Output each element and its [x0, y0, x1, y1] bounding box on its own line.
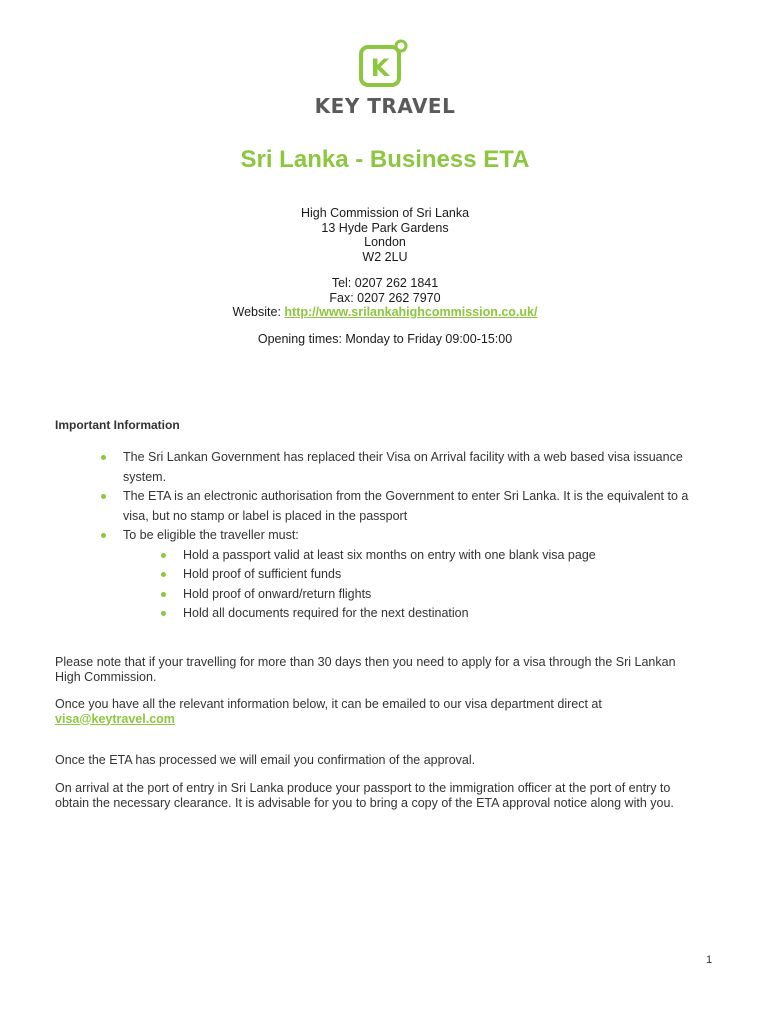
bullet-dot-icon	[101, 494, 106, 499]
logo-brand-text: KEY TRAVEL	[314, 94, 456, 118]
address-line: London	[364, 235, 406, 249]
bullet-dot-icon	[101, 533, 106, 538]
sub-list-item: Hold all documents required for the next destination	[55, 604, 720, 624]
contact-block	[0, 276, 770, 320]
arrival-instructions: On arrival at the port of entry in Sri Lanka produce your passport to the immigration officer at the port of entry to obtain the necessary clearance. It is advisable for you to bring a copy of the ETA approval notice along with you.	[55, 781, 674, 810]
list-item: To be eligible the traveller must:	[55, 526, 720, 546]
sub-list-item: Hold proof of sufficient funds	[55, 565, 720, 585]
fax: Fax: 0207 262 7970	[329, 290, 441, 305]
website-label: Website:	[232, 305, 285, 319]
list-item: The Sri Lankan Government has replaced their Visa on Arrival facility with a web based visa issuance	[55, 448, 720, 468]
sub-list-item: Hold a passport valid at least six months on entry with one blank visa page	[55, 546, 720, 566]
bullet-dot-icon	[161, 572, 166, 577]
email-instructions: Once you have all the relevant information below, it can be emailed to our visa department direct at visa@keytravel.com	[55, 697, 602, 726]
important-info-list	[55, 448, 720, 624]
company-logo	[0, 38, 770, 118]
bullet-dot-icon	[161, 592, 166, 597]
logo-letter: K	[370, 54, 390, 82]
section-heading: Important Information	[55, 418, 180, 432]
list-item-continuation: system.	[123, 469, 167, 484]
address-block	[0, 206, 770, 264]
website-line	[0, 305, 770, 320]
website-link[interactable]: http://www.srilankahighcommission.co.uk/	[284, 305, 538, 319]
address-line: W2 2LU	[362, 249, 408, 264]
sub-list-item: Hold proof of onward/return flights	[55, 585, 720, 605]
travel-duration-note: Please note that if your travelling for more than 30 days then you need to apply for a visa through the Sri Lankan High Commission.	[55, 655, 676, 684]
visa-email-link[interactable]: visa@keytravel.com	[55, 711, 175, 726]
bullet-dot-icon	[161, 553, 166, 558]
page-number: 1	[706, 954, 713, 966]
telephone: Tel: 0207 262 1841	[331, 276, 439, 290]
opening-times: Opening times: Monday to Friday 09:00-15:00	[257, 332, 513, 346]
confirmation-note: Once the ETA has processed we will email you confirmation of the approval.	[55, 753, 476, 767]
address-line: High Commission of Sri Lanka	[300, 206, 470, 220]
key-travel-logo-icon	[358, 38, 412, 90]
address-line: 13 Hyde Park Gardens	[321, 220, 449, 235]
list-item: The ETA is an electronic authorisation from the Government to enter Sri Lanka. It is the equivalent to a	[55, 487, 720, 507]
bullet-dot-icon	[101, 455, 106, 460]
list-item-continuation: visa, but no stamp or label is placed in the passport	[123, 508, 408, 523]
bullet-dot-icon	[161, 611, 166, 616]
page-title: Sri Lanka - Business ETA	[240, 146, 530, 173]
